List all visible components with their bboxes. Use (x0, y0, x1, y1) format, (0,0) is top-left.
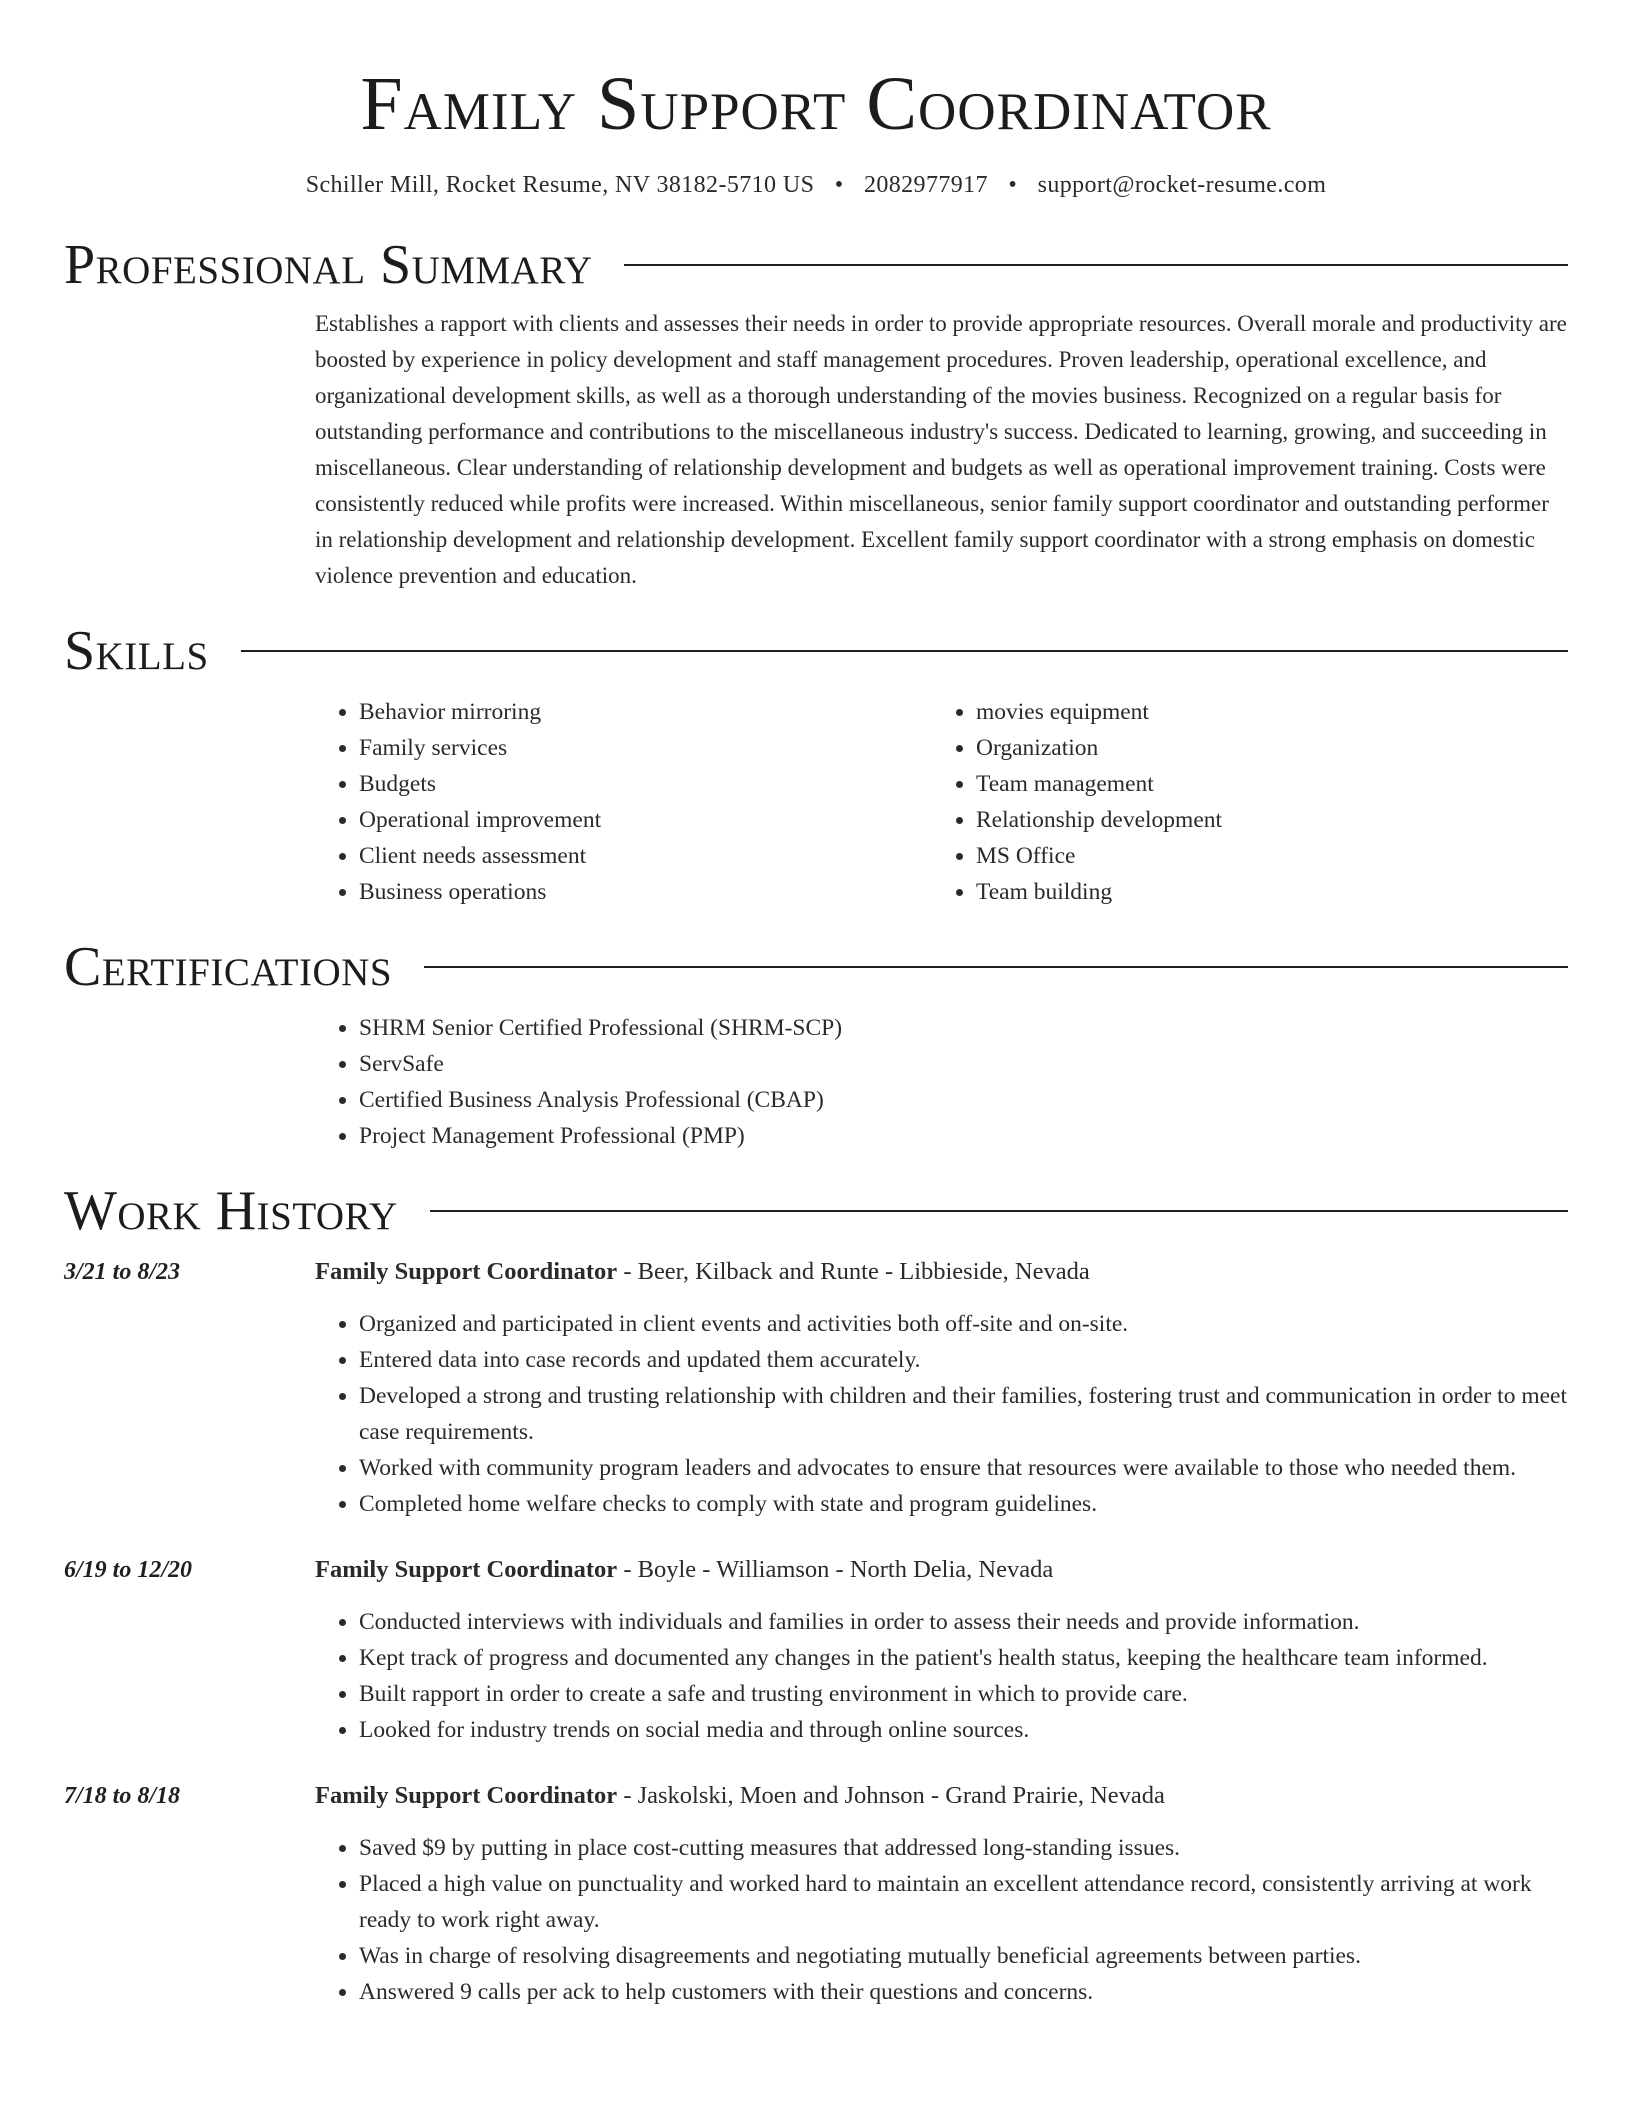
section-divider (624, 264, 1568, 266)
job-bullet: • Organized and participated in client events and activities both off-site and on-site. (359, 1306, 1568, 1342)
skills-column-right (932, 694, 1549, 910)
job-bullet: • Built rapport in order to create a safe and trusting environment in which to provide care. (359, 1676, 1568, 1712)
certifications-section (64, 936, 1568, 1154)
skill-item: • movies equipment (976, 694, 1549, 730)
job-body (315, 1778, 1568, 2010)
contact-separator: • (1008, 172, 1018, 198)
job-title: Family Support Coordinator (315, 1556, 618, 1583)
section-title-certifications: Certifications (64, 936, 393, 998)
resume-page (64, 0, 1568, 2010)
job-bullet: • Conducted interviews with individuals and families in order to assess their needs and provide information. (359, 1604, 1568, 1640)
job-bullet: • Kept track of progress and documented any changes in the patient's health status, keeping the healthcare team informed. (359, 1640, 1568, 1676)
section-header (64, 620, 1568, 682)
skill-item: • Business operations (359, 874, 932, 910)
job-bullet: • Answered 9 calls per ack to help customers with their questions and concerns. (359, 1974, 1568, 2010)
job-dates: 6/19 to 12/20 (64, 1557, 193, 1583)
section-title-work-history: Work History (64, 1180, 398, 1242)
skill-item: • Budgets (359, 766, 932, 802)
contact-email: support@rocket-resume.com (1037, 172, 1327, 198)
section-divider (430, 1210, 1568, 1212)
skill-item: • MS Office (976, 838, 1549, 874)
skill-item: • Relationship development (976, 802, 1549, 838)
skill-item: • Family services (359, 730, 932, 766)
summary-text: Establishes a rapport with clients and assesses their needs in order to provide appropriate resources. Overall morale and productivity are boosted by experience in policy development and staff management procedures. Proven leadership, operational excellence, and organizational development skills, as well as a thorough understanding of the movies business. Recognized on a regular basis for outstanding performance and contributions to the miscellaneous industry's success. Dedicated to learning, growing, and succeeding in miscellaneous. Clear understanding of relationship development and budgets as well as operational improvement training. Costs were consistently reduced while profits were increased. Within miscellaneous, senior family support coordinator and outstanding performer in relationship development and relationship development. Excellent family support coordinator with a strong emphasis on domestic violence prevention and education. (315, 311, 1567, 588)
skill-item: • Organization (976, 730, 1549, 766)
certification-item: • ServSafe (359, 1046, 1568, 1082)
job-dates: 7/18 to 8/18 (64, 1783, 181, 1809)
job-entry (64, 1254, 1568, 1522)
contact-address: Schiller Mill, Rocket Resume, NV 38182-5710 US (305, 172, 815, 198)
summary-section (64, 234, 1568, 594)
section-title-summary: Professional Summary (64, 234, 593, 296)
job-bullet: • Completed home welfare checks to comply with state and program guidelines. (359, 1486, 1568, 1522)
job-employer-location: - Boyle - Williamson - North Delia, Nevada (617, 1556, 1054, 1583)
certifications-list (315, 1010, 1568, 1154)
job-body (315, 1552, 1568, 1748)
job-title: Family Support Coordinator (315, 1782, 618, 1809)
certification-item: • SHRM Senior Certified Professional (SHRM-SCP) (359, 1010, 1568, 1046)
job-bullet: • Worked with community program leaders and advocates to ensure that resources were available to those who needed them. (359, 1450, 1568, 1486)
job-body (315, 1254, 1568, 1522)
job-employer-location: - Beer, Kilback and Runte - Libbieside, Nevada (617, 1258, 1090, 1285)
candidate-name: Family Support Coordinator (360, 62, 1272, 146)
job-bullet: • Was in charge of resolving disagreements and negotiating mutually beneficial agreements between parties. (359, 1938, 1568, 1974)
section-divider (424, 966, 1568, 968)
skills-section (64, 620, 1568, 910)
job-heading (315, 1254, 1568, 1290)
job-bullet: • Saved $9 by putting in place cost-cutting measures that addressed long-standing issues. (359, 1830, 1568, 1866)
job-heading (315, 1778, 1568, 1814)
skills-columns (315, 694, 1568, 910)
job-dates: 3/21 to 8/23 (64, 1259, 181, 1285)
section-header (64, 1180, 1568, 1242)
section-divider (241, 650, 1568, 652)
job-heading (315, 1552, 1568, 1588)
job-employer-location: - Jaskolski, Moen and Johnson - Grand Prairie, Nevada (617, 1782, 1165, 1809)
skill-item: • Team building (976, 874, 1549, 910)
skill-item: • Behavior mirroring (359, 694, 932, 730)
contact-separator: • (834, 172, 844, 198)
skill-item: • Operational improvement (359, 802, 932, 838)
section-title-skills: Skills (64, 620, 209, 682)
job-bullet: • Entered data into case records and updated them accurately. (359, 1342, 1568, 1378)
skills-column-left (315, 694, 932, 910)
section-header (64, 234, 1568, 296)
contact-phone: 2082977917 (863, 172, 988, 198)
job-bullet: • Looked for industry trends on social media and through online sources. (359, 1712, 1568, 1748)
job-bullet: • Placed a high value on punctuality and worked hard to maintain an excellent attendance record, consistently arriving at work ready to work right away. (359, 1866, 1568, 1938)
contact-line (64, 170, 1568, 200)
skill-item: • Team management (976, 766, 1549, 802)
certification-item: • Certified Business Analysis Professional (CBAP) (359, 1082, 1568, 1118)
skill-item: • Client needs assessment (359, 838, 932, 874)
job-bullet: • Developed a strong and trusting relationship with children and their families, fostering trust and communication in order to meet case requirements. (359, 1378, 1568, 1450)
job-title: Family Support Coordinator (315, 1258, 618, 1285)
section-header (64, 936, 1568, 998)
job-entry (64, 1778, 1568, 2010)
certification-item: • Project Management Professional (PMP) (359, 1118, 1568, 1154)
job-entry (64, 1552, 1568, 1748)
work-history-section (64, 1180, 1568, 2010)
